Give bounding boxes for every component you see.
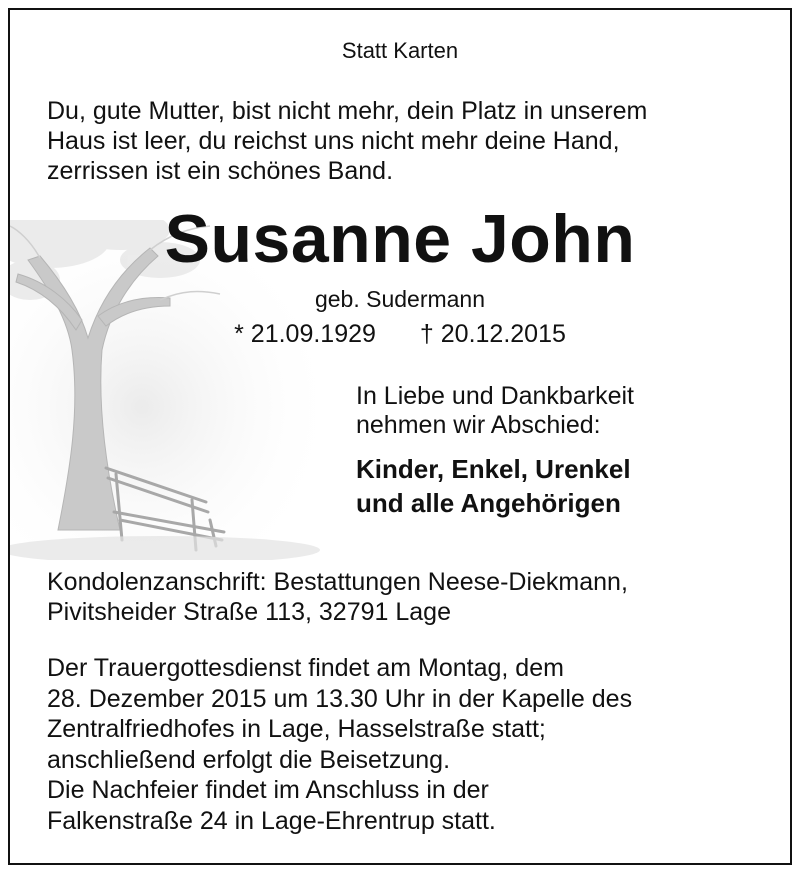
contact-line: Pivitsheider Straße 113, 32791 Lage [47,598,451,626]
mourners [356,452,631,520]
mourners-line: und alle Angehörigen [356,488,621,518]
mourners-line: Kinder, Enkel, Urenkel [356,454,631,484]
contact-line: Kondolenzanschrift: Bestattungen Neese-Diekmann, [47,568,628,596]
farewell-text [356,382,634,440]
farewell-line: nehmen wir Abschied: [356,411,601,439]
service-line: Die Nachfeier findet im Anschluss in der [47,776,489,804]
service-line: anschließend erfolgt die Beisetzung. [47,745,451,774]
service-line: Der Trauergottesdienst findet am Montag, dem [47,654,564,682]
poem-line: zerrissen ist ein schönes Band. [47,157,394,185]
service-line: 28. Dezember 2015 um 13.30 Uhr in der Kapelle des [47,684,633,713]
funeral-service-info [47,653,632,836]
death-date: † 20.12.2015 [419,320,566,348]
maiden-name: geb. Sudermann [314,286,486,312]
condolence-address [47,567,628,627]
poem-line: Haus ist leer, du reichst uns nicht mehr deine Hand, [47,127,620,155]
birth-date: * 21.09.1929 [234,320,376,348]
service-line: Zentralfriedhofes in Lage, Hasselstraße statt; [47,715,546,743]
deceased-name: Susanne John [164,201,636,277]
poem-line: Du, gute Mutter, bist nicht mehr, dein Platz in unserem [47,97,648,125]
life-dates [10,320,790,349]
header-statt-karten: Statt Karten [341,38,459,63]
poem-text [47,96,647,186]
farewell-line: In Liebe und Dankbarkeit [356,382,634,410]
obituary-frame [8,8,792,865]
service-line: Falkenstraße 24 in Lage-Ehrentrup statt. [47,806,496,835]
